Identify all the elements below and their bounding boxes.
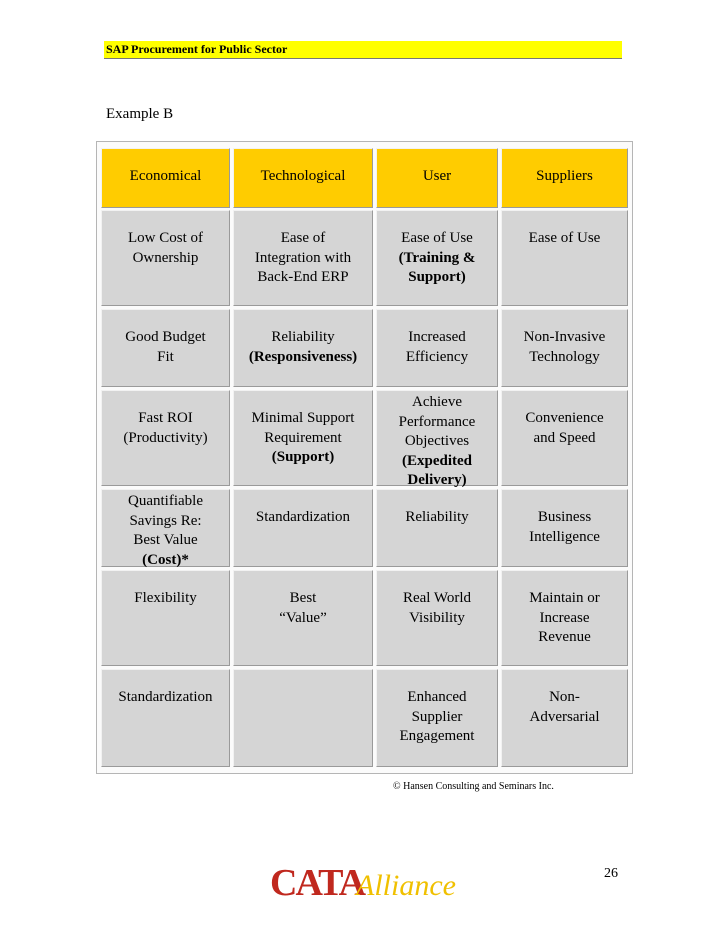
table-cell: Non- Adversarial: [501, 669, 628, 767]
header-cell-user: User: [376, 148, 498, 208]
example-label: Example B: [106, 106, 174, 122]
table-cell: Enhanced Supplier Engagement: [376, 669, 498, 767]
table-cell: Fast ROI (Productivity): [101, 390, 230, 486]
table-cell: Best “Value”: [233, 570, 373, 666]
logo-text-cata: CATA: [270, 862, 365, 904]
table-cell: Good Budget Fit: [101, 309, 230, 387]
table-cell: Reliability (Responsiveness): [233, 309, 373, 387]
document-header: [104, 41, 622, 59]
table-cell: Flexibility: [101, 570, 230, 666]
header-title: SAP Procurement for Public Sector: [106, 42, 288, 56]
header-cell-technological: Technological: [233, 148, 373, 208]
table-cell: Achieve Performance Objectives (Expedited Delivery): [376, 390, 498, 486]
cata-alliance-logo: [268, 858, 456, 904]
header-cell-economical: Economical: [101, 148, 230, 208]
table-cell: Reliability: [376, 489, 498, 567]
page-number: 26: [604, 866, 618, 881]
table-cell: Business Intelligence: [501, 489, 628, 567]
table-cell: Ease of Use (Training & Support): [376, 210, 498, 306]
table-cell: Ease of Use: [501, 210, 628, 306]
logo-text-alliance: Alliance: [356, 869, 456, 902]
copyright-notice: © Hansen Consulting and Seminars Inc.: [393, 781, 554, 792]
table-cell: [233, 669, 373, 767]
table-cell: Quantifiable Savings Re: Best Value (Cost)*: [101, 489, 230, 567]
table-cell: Maintain or Increase Revenue: [501, 570, 628, 666]
header-cell-suppliers: Suppliers: [501, 148, 628, 208]
table-cell: Minimal Support Requirement (Support): [233, 390, 373, 486]
table-cell: Convenience and Speed: [501, 390, 628, 486]
table-cell: Real World Visibility: [376, 570, 498, 666]
table-cell: Non-Invasive Technology: [501, 309, 628, 387]
table-cell: Ease of Integration with Back-End ERP: [233, 210, 373, 306]
table-cell: Low Cost of Ownership: [101, 210, 230, 306]
table-cell: Standardization: [101, 669, 230, 767]
table-cell: Standardization: [233, 489, 373, 567]
table-cell: Increased Efficiency: [376, 309, 498, 387]
benefits-table: [96, 141, 633, 774]
